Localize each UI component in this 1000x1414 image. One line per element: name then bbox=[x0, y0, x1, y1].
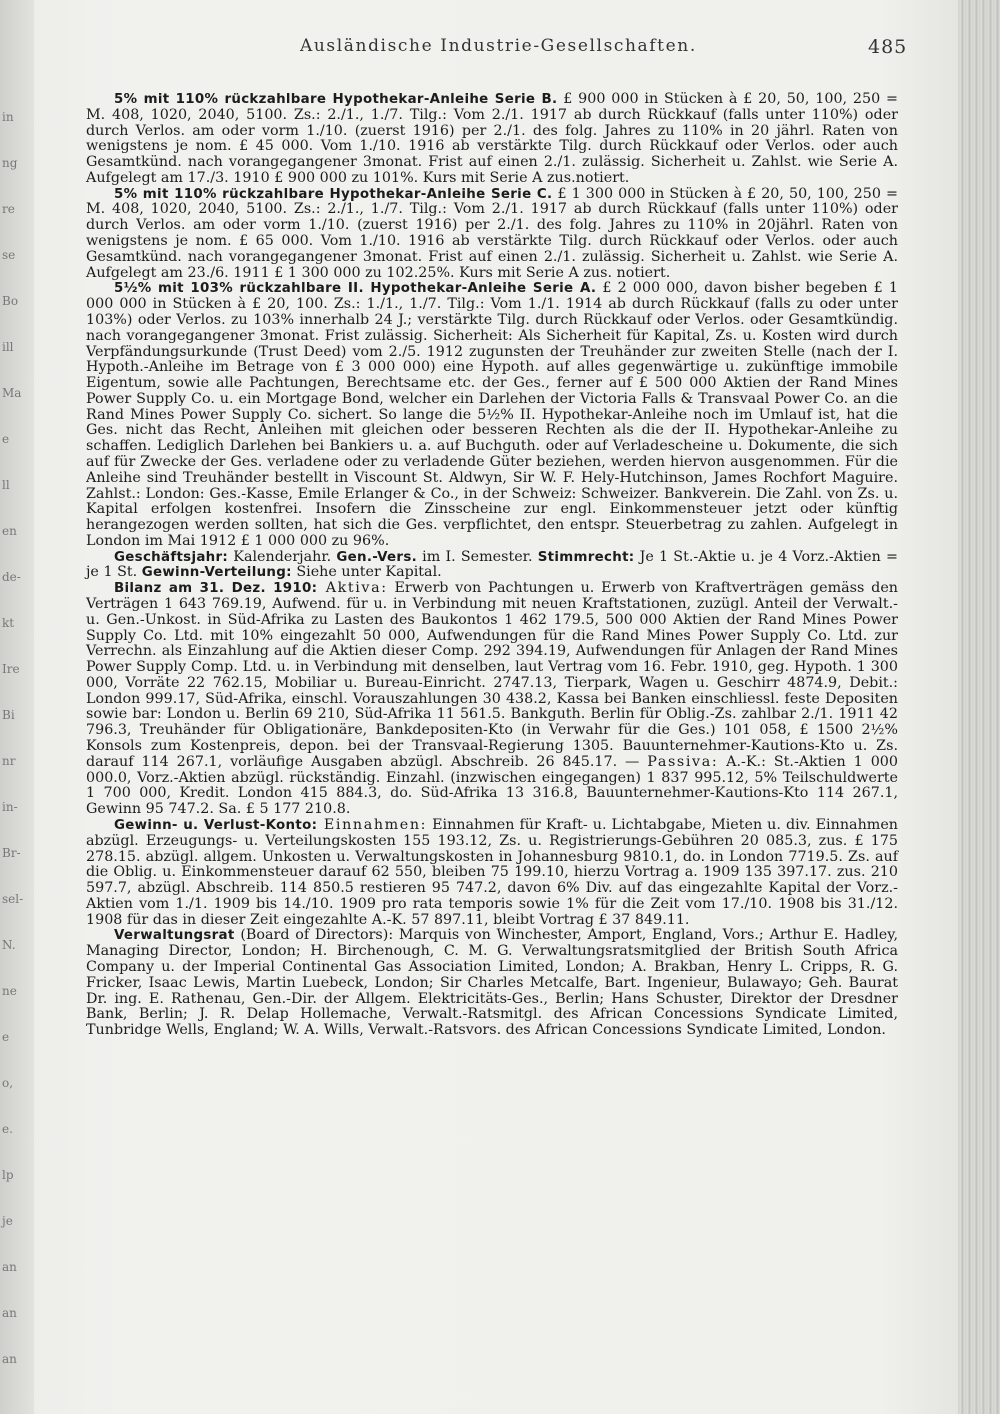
paragraph bbox=[86, 928, 898, 1038]
section-heading: Geschäftsjahr: bbox=[114, 549, 229, 565]
margin-fragment: e. bbox=[2, 1122, 13, 1136]
margin-fragment: Bi bbox=[2, 708, 15, 722]
paragraph-text: Kalenderjahr. bbox=[228, 548, 337, 565]
margin-fragment: de- bbox=[2, 570, 21, 584]
adjacent-page-margin bbox=[0, 0, 34, 1414]
margin-fragment: kt bbox=[2, 616, 15, 630]
paragraph bbox=[86, 550, 898, 582]
margin-fragment: an bbox=[2, 1306, 17, 1320]
paragraph-text: im I. Semester. bbox=[416, 548, 538, 565]
margin-fragment: re bbox=[2, 202, 15, 216]
paragraph-text: £ 900 000 in Stücken à £ 20, 50, 100, 250 = M. 408, 1020, 2040, 5100. Zs.: 2./1., 1./7. Tilg.: Vom 2./1. 1917 ab durch Rückkauf (falls unter 110%) oder durch Verlos. am oder vorm 1./10. (zuerst 1916) per 2./1. des folg. Jahres zu 110% in 20 jährl. Raten von wenigstens je nom. £ 45 000. Vom 1./10. 1916 ab verstärkte Tilg. durch Rückkauf oder Verlos. oder auch Gesamtkünd. nach vorangegangener 3monat. Frist auf einen 2./1. zulässig. Sicherheit u. Zahlst. wie Serie A. Aufgelegt am 17./3. 1910 £ 900 000 zu 101%. Kurs mit Serie A zus.notiert. bbox=[86, 91, 898, 186]
margin-fragment: se bbox=[2, 248, 16, 262]
section-heading: Bilanz am 31. Dez. 1910: bbox=[114, 581, 318, 597]
paragraph-text: £ 2 000 000, davon bisher begeben £ 1 000 000 in Stücken à £ 20, 100. Zs.: 1./1., 1./7. Tilg.: Vom 1./1. 1914 ab durch Rückkauf (falls zu oder unter 103%) oder Verlos. zu 103% innerhalb 24 J.; verstärkte Tilg. durch Rückkauf oder Verlos. oder Gesamtkündig. nach vorangegangener 3monat. Frist zulässig. Sicherheit: Als Sicherheit für Kapital, Zs. u. Kosten wird durch Verpfändungsurkunde (Trust Deed) vom 2./5. 1912 zugunsten der Treuhänder zur zweiten Stelle (nach der I. Hypoth.-Anleihe im Betrage von £ 3 000 000) eine Hypoth. auf alles gegenwärtige u. zukünftige immobile Eigentum, sowie alle Pachtungen, Berechtsame etc. der Ges., ferner auf £ 500 000 Aktien der Rand Mines Power Supply Co. u. ein Mortgage Bond, welcher ein Darlehen der Victoria Falls & Transvaal Power Co. an die Rand Mines Power Supply Co. sichert. So lange die 5½% II. Hypothekar-Anleihe noch im Umlauf ist, hat die Ges. nicht das Recht, Anleihen mit gleichen oder besseren Rechten als die der II. Hypothekar-Anleihe zu schaffen. Lediglich Darlehen bei Bankiers u. a. auf Buchguth. oder auf Verladescheine u. Dokumente, die sich auf für Zwecke der Ges. verladene oder zu verladende Güter beziehen, werden hiervon ausgenommen. Für die Anleihe sind Treuhänder bestellt in Viscount St. Aldwyn, Sir W. F. Hely-Hutchinson, James Rochfort Maguire. Zahlst.: London: Ges.-Kasse, Emile Erlanger & Co., in der Schweiz: Schweizer. Bankverein. Die Zahl. von Zs. u. Kapital erfolgen kostenfrei. Insofern die Zinsscheine zur engl. Einkommensteuer jetzt oder künftig herangezogen werden sollten, hat sich die Ges. verpflichtet, den entspr. Steuerbetrag zu zahlen. Aufgelegt in London im Mai 1912 £ 1 000 000 zu 96%. bbox=[86, 280, 898, 549]
margin-fragment: an bbox=[2, 1260, 17, 1274]
margin-fragment: ll bbox=[2, 478, 10, 492]
paragraph bbox=[86, 818, 898, 928]
margin-fragment: an bbox=[2, 1352, 17, 1366]
document-body bbox=[86, 92, 898, 1039]
margin-fragment: Br- bbox=[2, 846, 21, 860]
margin-fragment: ne bbox=[2, 984, 17, 998]
section-heading: 5% mit 110% rückzahlbare Hypothekar-Anleihe Serie B. bbox=[114, 92, 558, 107]
paragraph bbox=[86, 581, 898, 818]
paragraph bbox=[86, 92, 898, 187]
section-heading: Gewinn- u. Verlust-Konto: bbox=[114, 817, 318, 833]
section-heading: Verwaltungsrat bbox=[114, 928, 235, 944]
section-heading: Gewinn-Verteilung: bbox=[141, 565, 292, 581]
spaced-label: Einnahmen: bbox=[317, 816, 428, 833]
margin-fragment: ng bbox=[2, 156, 18, 170]
margin-fragment: nr bbox=[2, 754, 16, 768]
margin-fragment: Ma bbox=[2, 386, 22, 400]
margin-fragment: lp bbox=[2, 1168, 14, 1182]
paragraph-text: Siehe unter Kapital. bbox=[291, 564, 442, 581]
paragraph-text: Einnahmen für Kraft- u. Lichtabgabe, Mieten u. div. Einnahmen abzügl. Erzeugungs- u. Verteilungskosten 155 193.12, Zs. u. Registrierungs-Gebühren 20 085.3, zus. £ 175 278.15. abzügl. allgem. Unkosten u. Verwaltungskosten in Johannesburg 9810.1, do. in London 7719.5. Zs. auf die Oblig. u. Einkommensteuer darauf 62 550, bleiben 75 199.10, hierzu Vortrag a. 1909 135 397.17. zus. 210 597.7, abzügl. Abschreib. 114 850.5 restieren 95 747.2, davon 6% Div. auf das eingezahlte Kapital der Vorz.-Aktien vom 1./1. 1909 bis 14./10. 1909 pro rata temporis sowie 1% für die Zeit vom 17./10. 1908 bis 31./12. 1908 für das in dieser Zeit eingezahlte A.-K. 57 897.11, bleibt Vortrag £ 37 849.11. bbox=[86, 816, 899, 928]
margin-fragment: je bbox=[2, 1214, 13, 1228]
spaced-label: Passiva: bbox=[647, 753, 719, 770]
margin-fragment: ill bbox=[2, 340, 14, 354]
running-title: Ausländische Industrie-Gesellschaften. bbox=[300, 36, 697, 56]
paragraph-text: A.-K.: St.-Aktien 1 000 000.0, Vorz.-Aktien abzügl. rückständig. Einzahl. (inzwischen eingegangen) 1 837 995.12, 5% Teilschuldwerte 1 700 000, Kredit. London 415 884.3, do. Süd-Afrika 13 316.8, Bauunternehmer-Kautions-Kto 114 267.1, Gewinn 95 747.2. Sa. £ 5 177 210.8. bbox=[86, 753, 898, 818]
section-heading: 5½% mit 103% rückzahlbare II. Hypothekar-Anleihe Serie A. bbox=[114, 281, 597, 297]
paragraph bbox=[86, 187, 898, 282]
paragraph-text: Je 1 St.-Aktie u. je 4 Vorz.-Aktien = je 1 St. bbox=[86, 548, 898, 581]
paragraph-text: (Board of Directors): Marquis von Winchester, Amport, England, Vors.; Arthur E. Hadley, Managing Director, London; H. Birchenough, C. M. G. Verwaltungsratsmitglied der British South Africa Company u. der Imperial Continental Gas Association Limited, London; A. Brakban, Henry L. Cripps, R. G. Fricker, Isaac Lewis, Martin Luebeck, London; Sir Charles Metcalfe, Bart. Ingenieur, Bulawayo; Geh. Baurat Dr. ing. E. Rathenau, Gen.-Dir. der Allgem. Elektricitäts-Ges., Berlin; Hans Schuster, Direktor der Dresdner Bank, Berlin; J. R. Delap Hollemache, Verwalt.-Ratsmitgl. des African Concessions Syndicate Limited, Tunbridge Wells, England; W. A. Wills, Verwalt.-Ratsvors. des African Concessions Syndicate Limited, London. bbox=[86, 927, 898, 1039]
paragraph bbox=[86, 281, 898, 549]
margin-fragment: N. bbox=[2, 938, 16, 952]
paragraph-text: £ 1 300 000 in Stücken à £ 20, 50, 100, 250 = M. 408, 1020, 2040, 5100. Zs.: 2./1., 1./7. Tilg.: Vom 2./1. 1917 ab durch Rückkauf (falls unter 110%) oder durch Verlos. am oder vorm 1./10. (zuerst 1916) per 2./1. des folg. Jahres zu 110% in 20jährl. Raten von wenigstens je nom. £ 65 000. Vom 1./10. 1916 ab verstärkte Tilg. durch Rückkauf oder Verlos. oder auch Gesamtkünd. nach vorangegangener 3monat. Frist auf einen 2./1. zulässig. Sicherheit u. Zahlst. wie Serie A. Aufgelegt am 23./6. 1911 £ 1 300 000 zu 102.25%. Kurs mit Serie A zus. notiert. bbox=[86, 185, 898, 281]
margin-fragment: e bbox=[2, 432, 10, 446]
margin-fragment: e bbox=[2, 1030, 10, 1044]
margin-fragment: Ire bbox=[2, 662, 20, 676]
section-heading: Stimmrecht: bbox=[537, 549, 635, 565]
margin-fragment: Bo bbox=[2, 294, 19, 308]
page-number: 485 bbox=[868, 36, 908, 58]
book-binding-edge bbox=[958, 0, 1000, 1414]
section-heading: Gen.-Vers. bbox=[336, 549, 417, 565]
page-header bbox=[0, 36, 940, 66]
paragraph-text: Erwerb von Pachtungen u. Erwerb von Kraftverträgen gemäss den Verträgen 1 643 769.19, Aufwend. für u. in Verbindung mit neuen Kraftstationen, zuzügl. Anteil der Verwalt.- u. Gen.-Unkost. in Süd-Afrika zu Lasten des Baukontos 1 462 179.5, 500 000 Aktien der Rand Mines Power Supply Co. Ltd. mit 10% eingezahlt 50 000, Aufwendungen für die Rand Mines Power Supply Co. Ltd. zur Verrechn. als Einzahlung auf die Aktien dieser Comp. 292 394.19, Aufwendungen für Anlagen der Rand Mines Power Supply Comp. Ltd. u. in Verbindung mit denselben, laut Vertrag vom 16. Febr. 1910, geg. Hypoth. 1 300 000, Vorräte 22 762.15, Mobiliar u. Bureau-Einricht. 2747.13, Tierpark, Wagen u. Geschirr 4874.9, Debit.: London 999.17, Süd-Afrika, einschl. Vorauszahlungen 30 438.2, Kassa bei Banken einschliessl. feste Depositen sowie bar: London u. Berlin 69 210, Süd-Afrika 11 561.5. Bankguth. Berlin für Oblig.-Zs. zahlbar 2./1. 1911 42 796.3, Treuhänder für Obligationäre, Bankdepositen-Kto (in Verwahr für die Ges.) 101 058, £ 1500 2½% Konsols zum Kostenpreis, depon. bei der Transvaal-Regierung 1305. Bauunternehmer-Kautions-Kto u. Zs. darauf 114 267.1, vorläufige Ausgaben abzügl. Abschreib. 26 845.17. — bbox=[86, 580, 898, 770]
margin-fragment: o, bbox=[2, 1076, 14, 1090]
margin-fragment: in- bbox=[2, 800, 18, 814]
section-heading: 5% mit 110% rückzahlbare Hypothekar-Anleihe Serie C. bbox=[114, 186, 553, 202]
spaced-label: Aktiva: bbox=[317, 580, 388, 597]
margin-fragment: en bbox=[2, 524, 17, 538]
margin-fragment: sel- bbox=[2, 892, 24, 906]
margin-fragment: in bbox=[2, 110, 14, 124]
